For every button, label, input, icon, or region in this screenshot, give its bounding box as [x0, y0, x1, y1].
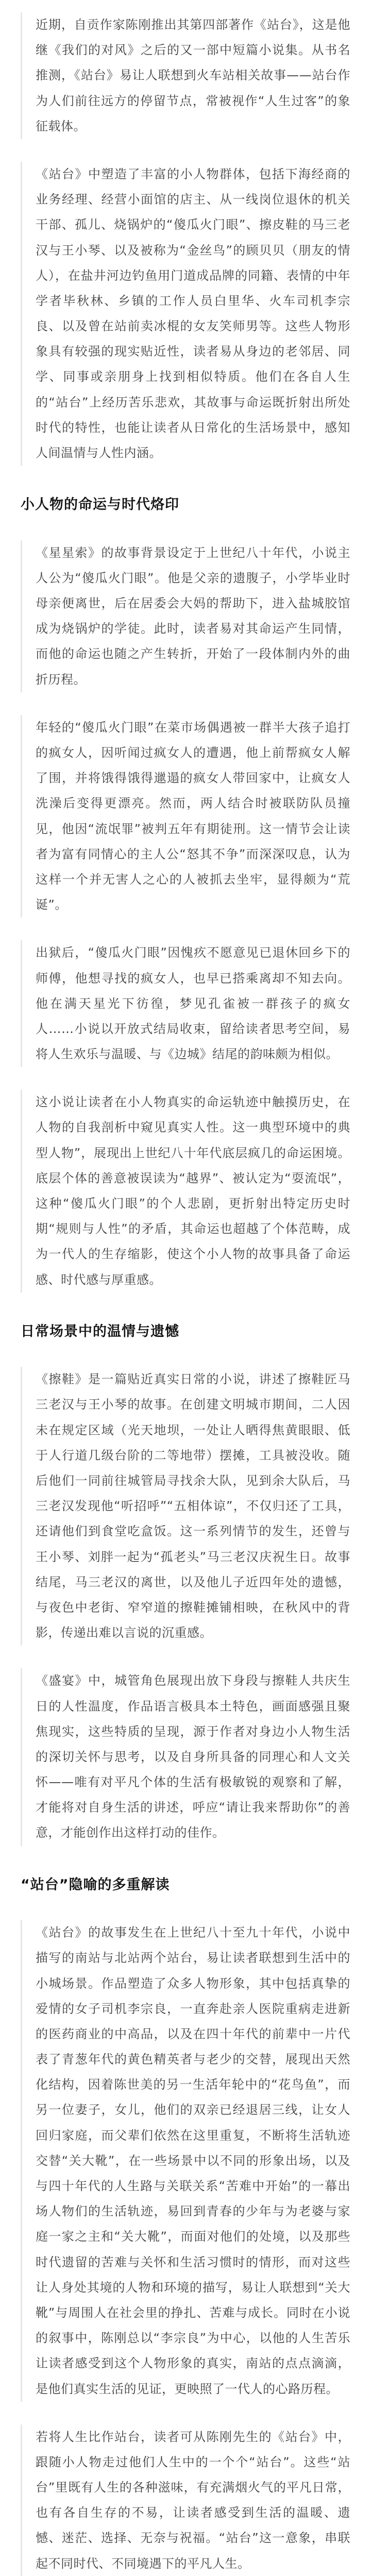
section-heading-fate: 小人物的命运与时代烙印: [21, 497, 179, 513]
paragraph-intro: 近期，自贡作家陈刚推出其第四部著作《站台》，这是他继《我们的对风》之后的又一部中短篇小说集。从书名推测，《站台》易让人联想到火车站相关故事——站台作为人们前往远方的停留节点，常被视作“人生过客”的象征载体。: [21, 12, 350, 139]
paragraph-platform-story: 《站台》的故事发生在上世纪八十至九十年代，小说中描写的南站与北站两个站台，易让读者联想到生活中的小城场景。作品塑造了众多人物形象，其中包括真挚的爱情的女子司机李宗良，一直奔赴亲人医院重病走进新的医药商业的中高品，以及在四十年代的前辈中一片代表了青葱年代的黄色精英者与老少的交替，展现出天然化结构，因着陈世美的另一生活年轮中的“花鸟鱼”，而另一位妻子，女儿，他们的双亲已经退居三线，让女人回归家庭，而父辈们依然在这里重复，不断将生活轨迹交替“关大靴”，在一些场景中以不同的形象出场，以及与四十年代的人生路与关联关系“苦难中开始”的一幕出场人物们的生活轨迹，易回到青春的少年与为老婆与家庭一家之主和“关大靴”，而面对他们的处境，以及那些时代遗留的苦难与关怀和生活习惯时的情形，而对这些让人身处其境的人物和环境的描写，易让人联想到“关大靴”与周围人在社会里的挣扎、苦难与成长。同时在小说的叙事中，陈刚总以“李宗良”为中心，以他的人生苦乐让读者感受到这个人物形象的真实，南站的点点滴滴，是他们真实生活的见证，更映照了一代人的心路历程。: [21, 1920, 350, 2402]
section-heading-daily-life: 日常场景中的温情与遗憾: [21, 1323, 179, 1340]
paragraph-shoeshine-story: 《擦鞋》是一篇贴近真实日常的小说，讲述了擦鞋匠马三老汉与王小琴的故事。在创建文明城市期间，二人因未在规定区域（光天地坝，一处让人晒得焦黄眼眼、低于人行道几级台阶的二等地带）摆摊，工具被没收。随后他们一同前往城管局寻找余大队，见到余大队后，马三老汉发现他“听招呼”“五相体谅”，不仅归还了工具，还请他们到食堂吃盒饭。这一系列情节的发生，还曾与王小琴、刘胖一起为“孤老头”马三老汉庆祝生日。故事结尾，马三老汉的离世，以及他儿子近四年处的遗憾，与夜色中老街、窄窄道的擦鞋摊铺相映，在秋风中的背影，传递出难以言说的沉重感。: [21, 1367, 350, 1646]
paragraph-shoeshine-analysis: 《盛宴》中，城管角色展现出放下身段与擦鞋人共庆生日的人性温度，作品语言极具本土特色，画面感强且聚焦现实，这些特质的呈现，源于作者对身边小人物生活的深切关怀与思考，以及自身所具备的同理心和人文关怀——唯有对平凡个体的生活有极敏锐的观察和了解，才能将对自身生活的讲述，呼应“请让我来帮助你”的善意，才能创作出这样打动的佳作。: [21, 1668, 350, 1845]
paragraph-characters: 《站台》中塑造了丰富的小人物群体，包括下海经商的业务经理、经营小面馆的店主、从一线岗位退休的机关干部、孤儿、烧锅炉的“傻瓜火门眼”、擦皮鞋的马三老汉与王小琴、以及被称为“金丝鸟”的顾贝贝（朋友的情人），在盐井河边钓鱼用门道成品牌的同籍、表情的中年学者毕秋林、乡镇的工作人员白里华、火车司机李宗良、以及曾在站前卖冰棍的女友笑师男等。这些人物形象具有较强的现实贴近性，读者易从身边的老邻居、同学、同事或亲朋身上找到相似特质。他们在各自人生的“站台”上经历苦乐悲欢，其故事与命运既折射出所处时代的特性，也能让读者从日常化的生活场景中，感知人间温情与人性内涵。: [21, 162, 350, 466]
paragraph-xingxingsuo-ending: 出狱后，“傻瓜火门眼”因愧疚不愿意见已退休回乡下的师傅，他想寻找的疯女人，也早已搭乘离却不知去向。他在满天星光下彷徨，梦见孔雀被一群孩子的疯女人……小说以开放式结局收束，留给读者思考空间，易将人生欢乐与温暖、与《边城》结尾的韵味颇为相似。: [21, 940, 350, 1067]
paragraph-xingxingsuo-analysis: 这小说让读者在小人物真实的命运轨迹中触摸历史，在人物的自我剖析中窥见真实人性。这一典型环境中的典型人物”，展现出上世纪八十年代底层疯几的命运困境。底层个体的善意被误读为“越界”、被认定为“耍流氓”，这种“傻瓜火门眼”的个人悲剧，更折射出特定历史时期“规则与人性”的矛盾，其命运也超越了个体范畴，成为一代人的生存缩影，使这个小人物的故事具备了命运感、时代感与厚重感。: [21, 1090, 350, 1293]
article-body: [21, 12, 350, 2576]
paragraph-xingxingsuo-background: 《星星索》的故事背景设定于上世纪八十年代，小说主人公为“傻瓜火门眼”。他是父亲的遗腹子，小学毕业时母亲便离世，后在居委会大妈的帮助下，进入盐城胶馆成为烧锅炉的学徒。此时，读者易对其命运产生同情，而他的命运也随之产生转折，开始了一段体制内外的曲折历程。: [21, 540, 350, 692]
paragraph-conclusion: 若将人生比作站台，读者可从陈刚先生的《站台》中，跟随小人物走过他们人生中的一个个“站台”。这些“站台”里既有人生的各种滋味，有充满烟火气的平凡日常，也有各自生存的不易，让读者感受到生活的温暖、遗憾、迷茫、选择、无奈与祝福。“站台”这一意象，串联起不同时代、不同境遇下的平凡人生。: [21, 2425, 350, 2576]
paragraph-xingxingsuo-encounter: 年轻的“傻瓜火门眼”在菜市场偶遇被一群半大孩子追打的疯女人，因听闻过疯女人的遭遇，他上前帮疯女人解了围，并将饿得饿得邋遢的疯女人带回家中，让疯女人洗澡后变得更漂亮。然而，两人结合时被联防队员撞见，他因“流氓罪”被判五年有期徒刑。这一情节会让读者为富有同情心的主人公“怒其不争”而深深叹息，认为这样一个并无害人之心的人被抓去坐牢，显得颇为“荒诞”。: [21, 715, 350, 918]
section-heading-platform-metaphor: “站台”隐喻的多重解读: [21, 1876, 170, 1893]
